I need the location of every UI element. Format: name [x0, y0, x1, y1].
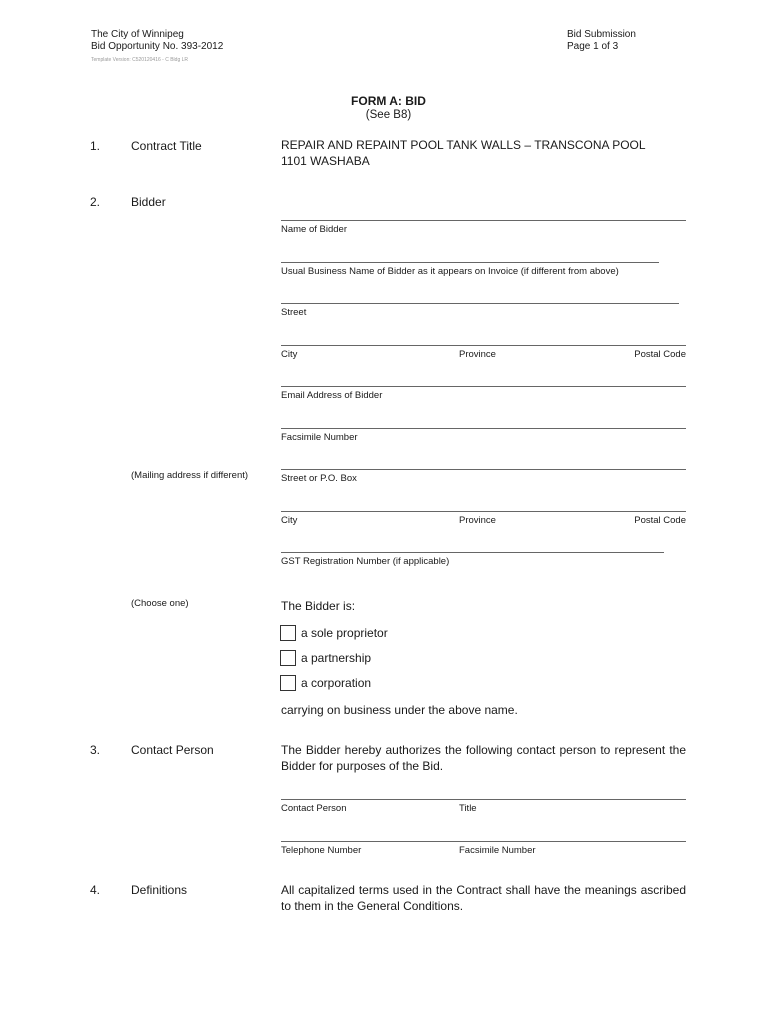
section-3-number: 3.: [90, 743, 101, 757]
street-po-caption: Street or P.O. Box: [281, 473, 357, 484]
contact-person-text: The Bidder hereby authorizes the following contact person to represent the Bidder for purposes of the Bid.: [281, 743, 686, 773]
section-3-label: Contact Person: [131, 743, 214, 757]
partnership-label: a partnership: [301, 651, 372, 665]
template-version: Template Version: C520120416 - C Bldg LR: [91, 57, 189, 63]
postal-code2-caption: Postal Code: [634, 515, 686, 526]
city-province-postal-field[interactable]: [281, 345, 686, 346]
definitions-text: All capitalized terms used in the Contract shall have the meanings ascribed to them in the General Conditions.: [281, 883, 686, 913]
name-of-bidder-caption: Name of Bidder: [281, 224, 348, 235]
section-4-label: Definitions: [131, 883, 188, 897]
telephone-fax-field[interactable]: [281, 841, 686, 842]
carrying-on-text: carrying on business under the above name.: [281, 703, 518, 717]
email-field[interactable]: [281, 386, 686, 387]
choose-one-note: (Choose one): [131, 598, 189, 609]
form-title: FORM A: BID: [351, 94, 426, 108]
section-1-label: Contract Title: [131, 139, 202, 153]
province-caption: Province: [459, 349, 496, 360]
section-1-number: 1.: [90, 139, 101, 153]
header-bid-opportunity: Bid Opportunity No. 393-2012: [91, 41, 224, 52]
mailing-address-note: (Mailing address if different): [131, 470, 249, 481]
postal-code-caption: Postal Code: [634, 349, 686, 360]
mailing-street-field[interactable]: [281, 469, 686, 470]
corporation-checkbox[interactable]: [280, 675, 296, 691]
email-caption: Email Address of Bidder: [281, 390, 383, 401]
section-2-label: Bidder: [131, 195, 166, 209]
contact-person-title-field[interactable]: [281, 799, 686, 800]
mailing-city-province-postal-field[interactable]: [281, 511, 686, 512]
form-subtitle: (See B8): [365, 109, 412, 121]
partnership-checkbox[interactable]: [280, 650, 296, 666]
province2-caption: Province: [459, 515, 496, 526]
title-caption: Title: [459, 803, 477, 814]
header-bid-submission: Bid Submission: [567, 29, 636, 40]
contact-person-caption: Contact Person: [281, 803, 347, 814]
telephone-caption: Telephone Number: [281, 845, 362, 856]
fax-field[interactable]: [281, 428, 686, 429]
sole-proprietor-label: a sole proprietor: [301, 626, 388, 640]
usual-business-name-field[interactable]: [281, 262, 659, 263]
contract-title-line2: 1101 WASHABA: [281, 154, 370, 168]
header-page-number: Page 1 of 3: [567, 41, 619, 52]
section-2-number: 2.: [90, 195, 101, 209]
section-4-number: 4.: [90, 883, 101, 897]
city2-caption: City: [281, 515, 298, 526]
gst-field[interactable]: [281, 552, 664, 553]
bidder-is-label: The Bidder is:: [281, 599, 356, 613]
street-field[interactable]: [281, 303, 679, 304]
header-city: The City of Winnipeg: [91, 29, 184, 40]
gst-caption: GST Registration Number (if applicable): [281, 556, 450, 567]
corporation-label: a corporation: [301, 676, 372, 690]
city-caption: City: [281, 349, 298, 360]
contract-title-line1: REPAIR AND REPAINT POOL TANK WALLS – TRANSCONA POOL: [281, 138, 646, 152]
fax-caption: Facsimile Number: [281, 432, 358, 443]
sole-proprietor-checkbox[interactable]: [280, 625, 296, 641]
name-of-bidder-field[interactable]: [281, 220, 686, 221]
street-caption: Street: [281, 307, 307, 318]
contact-fax-caption: Facsimile Number: [459, 845, 536, 856]
usual-business-name-caption: Usual Business Name of Bidder as it appears on Invoice (if different from above): [281, 266, 619, 277]
